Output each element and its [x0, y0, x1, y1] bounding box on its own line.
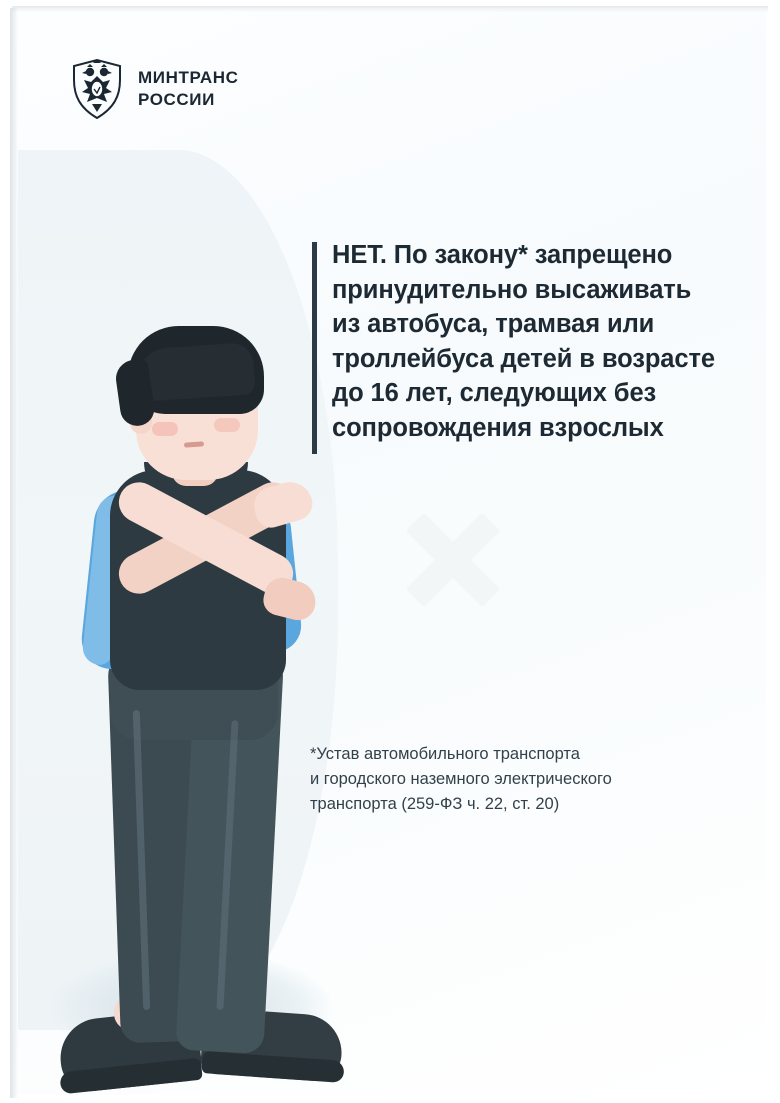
page-edge-shadow-left — [10, 8, 18, 1098]
headline-line-3: из автобуса, трамвая или — [332, 310, 655, 339]
hair-fringe — [134, 342, 255, 402]
ministry-logo — [70, 58, 239, 120]
headline-line-5: до 16 лет, следующих без — [332, 379, 657, 408]
logo-line-2: РОССИИ — [138, 90, 215, 109]
cheek-right — [214, 418, 240, 432]
headline-line-4: троллейбуса детей в возрасте — [332, 344, 715, 373]
footnote-line-2: и городского наземного электрического — [310, 770, 612, 789]
headline-line-1: НЕТ. По закону* запрещено — [332, 241, 673, 269]
headline-block — [312, 238, 732, 445]
page-edge-shadow-top — [12, 6, 768, 12]
cheek-left — [152, 422, 178, 436]
ministry-logo-text — [138, 67, 239, 111]
footnote-line-3: транспорта (259-ФЗ ч. 22, ст. 20) — [310, 795, 560, 814]
logo-line-1: МИНТРАНС — [138, 68, 239, 88]
cross-mark-icon — [393, 500, 513, 620]
headline-text — [332, 238, 732, 445]
footnote-line-1: *Устав автомобильного транспорта — [310, 745, 580, 763]
headline-line-2: принудительно высаживать — [332, 275, 692, 304]
headline-line-6: сопровождения взрослых — [332, 413, 664, 442]
footnote-block — [310, 742, 740, 817]
headline-accent-bar — [312, 242, 317, 454]
russian-coat-of-arms-icon — [70, 58, 124, 120]
